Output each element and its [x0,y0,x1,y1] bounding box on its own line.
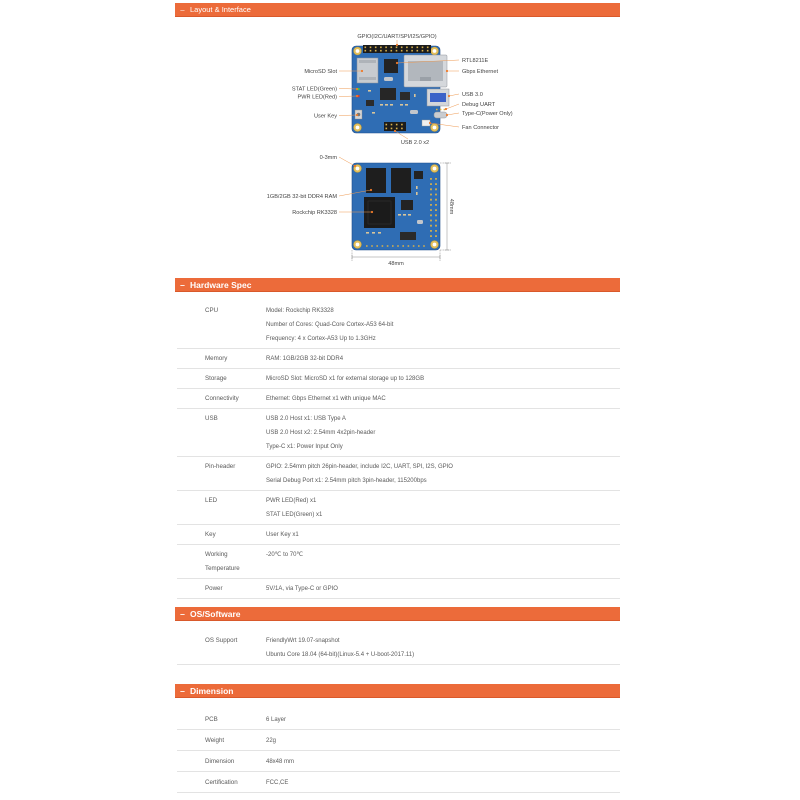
spec-value: GPIO: 2.54mm pitch 26pin-header, include I2C, UART, SPI, I2S, GPIO [266,464,453,470]
label-usb2: USB 2.0 x2 [400,140,430,146]
spec-value: MicroSD Slot: MicroSD x1 for external storage up to 128GB [266,376,425,382]
spec-value: STAT LED(Green) x1 [266,512,323,518]
dimension-table [177,709,620,793]
label-microsd-slot: MicroSD Slot [304,69,337,75]
label-debug-uart: Debug UART [462,102,496,108]
spec-row-pcb [177,709,620,730]
spec-row-certification [177,772,620,793]
ram-chip-2 [391,168,411,193]
spec-label: USB [205,415,218,422]
label-soc: Rockchip RK3328 [292,210,337,216]
spec-label: Memory [205,355,228,362]
label-pwr-led: PWR LED(Red) [297,94,337,101]
type-c-port [434,112,447,118]
spec-values [266,392,620,406]
spec-value: PWR LED(Red) x1 [266,498,317,504]
spec-values [266,582,620,596]
spec-values [266,528,620,542]
spec-row-os-support [177,631,620,665]
spec-row-working-temperature [177,545,620,579]
spec-values [266,412,620,454]
spec-label: Certification [205,779,238,786]
spec-value: 48x48 mm [266,759,295,765]
spec-value: Ubuntu Core 18.04 (64-bit)(Linux-5.4 + U-boot-2017.11) [266,652,415,658]
board-bottom-view [352,163,440,250]
spec-values [266,494,620,522]
label-gbps-ethernet: Gbps Ethernet [462,69,499,75]
spec-row-weight [177,730,620,751]
spec-row-led [177,491,620,525]
label-hole-size: 0-3mm [319,155,337,161]
section-title: Layout & Interface [190,5,251,14]
spec-label: Power [205,585,223,592]
spec-label: Key [205,531,216,538]
ethernet-port [404,55,447,87]
spec-value: Serial Debug Port x1: 2.54mm pitch 3pin-header, 115200bps [266,478,427,484]
collapse-icon[interactable]: – [180,685,185,696]
spec-value: Type-C x1: Power Input Only [266,444,343,450]
spec-value: USB 2.0 Host x2: 2.54mm 4x2pin-header [266,430,376,436]
chip [401,200,413,210]
spec-value: 22g [266,738,277,744]
section-header-layout-interface[interactable] [175,3,620,17]
spec-label: Dimension [205,758,235,765]
board-top-view [352,45,449,133]
section-title: Dimension [190,685,234,696]
spec-value: 5V/1A, via Type-C or GPIO [266,586,338,592]
section-header-dimension[interactable] [175,684,620,698]
spec-values [266,734,620,748]
spec-values [266,352,620,366]
label-gpio: GPIO(I2C/UART/SPI/I2S/GPIO) [357,34,437,40]
spec-value: User Key x1 [266,532,299,538]
ethernet-phy-chip [384,59,398,73]
spec-row-pin-header [177,457,620,491]
collapse-icon[interactable]: – [180,5,185,14]
label-board-height: 48mm [448,198,454,215]
crystal [384,77,393,81]
microsd-slot [357,58,378,83]
spec-row-power [177,579,620,599]
spec-values [266,548,620,576]
spec-row-usb [177,409,620,457]
spec-value: 6 Layer [266,717,287,723]
spec-values [266,634,620,662]
spec-label: PCB [205,716,218,723]
layout-interface-diagram [0,20,800,275]
label-fan-connector: Fan Connector [462,125,500,131]
collapse-icon[interactable]: – [180,608,185,619]
spec-values [266,460,620,488]
spec-label: OS Support [205,637,238,644]
spec-values [266,713,620,727]
spec-value: -20℃ to 70℃ [266,552,304,558]
spec-value: USB 2.0 Host x1: USB Type A [266,416,346,422]
spec-values [266,304,620,346]
hardware-spec-table [177,301,620,599]
fan-connector [422,120,430,126]
spec-row-connectivity [177,389,620,409]
spec-values [266,755,620,769]
spec-label: Storage [205,375,227,382]
spec-label: Working Temperature [205,551,240,572]
spec-row-dimension [177,751,620,772]
spec-values [266,372,620,386]
spec-value: Ethernet: Gbps Ethernet x1 with unique MAC [266,396,386,402]
label-stat-led: STAT LED(Green) [291,86,337,93]
usb3-port [427,89,449,106]
spec-row-cpu [177,301,620,349]
spec-label: Connectivity [205,395,239,402]
label-user-key: User Key [313,113,337,120]
label-rtl8211e: RTL8211E [462,58,489,64]
spec-row-key [177,525,620,545]
spec-value: FCC,CE [266,780,289,786]
chip [414,171,423,179]
spec-values [266,776,620,790]
spec-label: CPU [205,307,219,314]
section-title: OS/Software [190,608,241,619]
label-type-c: Type-C(Power Only) [462,111,513,117]
label-ram: 1GB/2GB 32-bit DDR4 RAM [266,194,337,200]
section-header-os-software[interactable] [175,607,620,621]
spec-value: Model: Rockchip RK3328 [266,308,334,314]
spec-value: Frequency: 4 x Cortex-A53 Up to 1.3GHz [266,336,376,342]
chip [366,100,374,106]
label-board-width: 48mm [388,261,404,267]
usb2-pin-header [384,122,406,131]
label-usb3: USB 3.0 [462,92,483,98]
section-title: Hardware Spec [190,279,252,290]
ram-chip-1 [366,168,386,193]
spec-label: Weight [205,737,225,744]
chip [400,232,416,240]
spec-row-memory [177,349,620,369]
os-software-table [177,631,620,665]
spec-value: Number of Cores: Quad-Core Cortex-A53 64-bit [266,322,394,328]
spec-value: FriendlyWrt 19.07-snapshot [266,638,340,644]
chip [400,92,410,100]
spec-label: Pin-header [205,463,236,470]
section-header-hardware-spec[interactable] [175,278,620,292]
chip [380,88,396,100]
collapse-icon[interactable]: – [180,279,185,290]
gpio-pin-header [363,45,431,53]
spec-label: LED [205,497,218,504]
spec-value: RAM: 1GB/2GB 32-bit DDR4 [266,356,344,362]
soc-chip [364,197,395,228]
spec-row-storage [177,369,620,389]
